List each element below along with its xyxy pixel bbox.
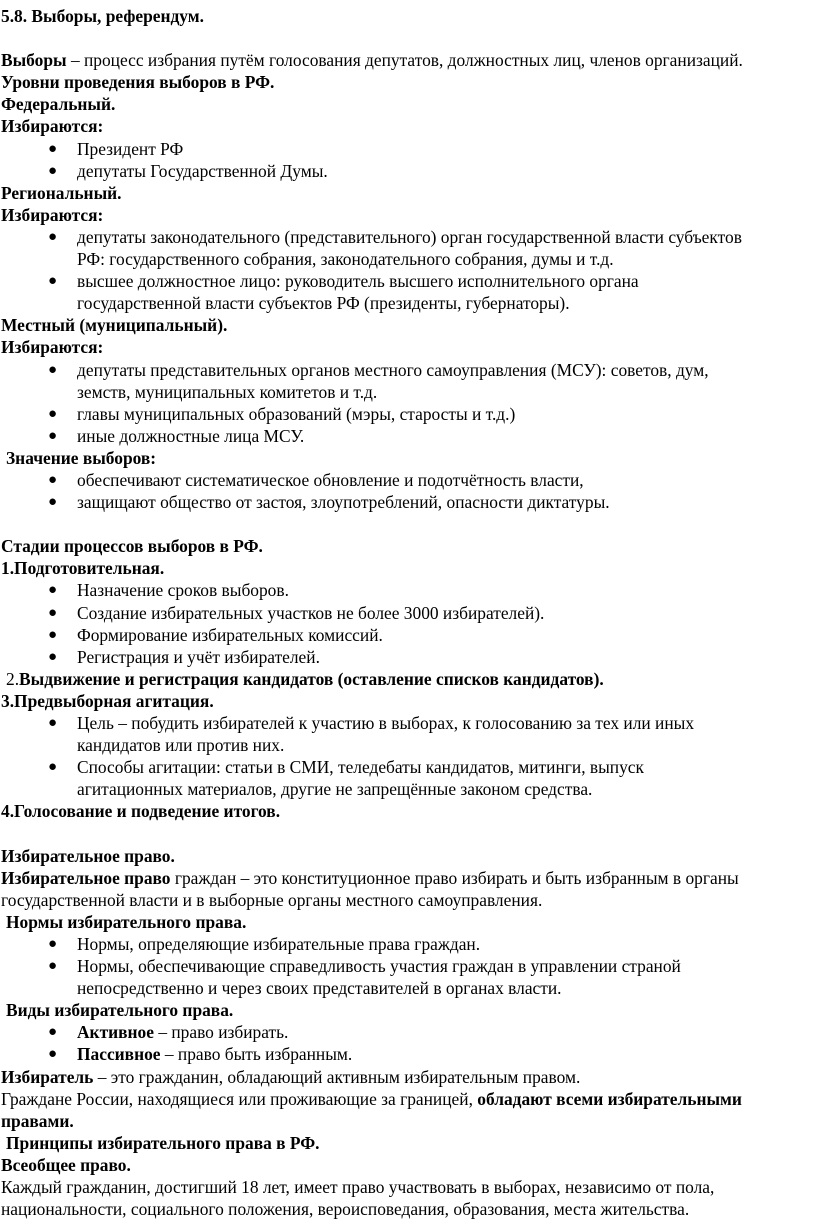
list-item: ● Нормы, обеспечивающие справедливость участия граждан в управлении страной непосредственно и через своих представителей в органах власти.	[48, 956, 681, 999]
blank-line	[1, 27, 816, 49]
list-item: ● Президент РФ	[48, 138, 184, 159]
significance-list	[0, 469, 816, 513]
bullet-icon: ●	[48, 582, 58, 599]
universal-title: Всеобщее право.	[1, 1154, 131, 1175]
bullet-icon: ●	[48, 228, 58, 245]
universal-paragraph: Каждый гражданин, достигший 18 лет, имеет право участвовать в выборах, независимо от пола, национальности, социального положения, вероисповедания, образования, места жительства.	[1, 1176, 715, 1220]
bullet-icon: ●	[48, 162, 58, 179]
list-item: ● обеспечивают систематическое обновление и подотчётность власти,	[48, 469, 584, 490]
list-item: ● депутаты законодательного (представительного) орган государственной власти субъектов РФ: государственного собрания, законодательного собрания, думы и т.д.	[48, 226, 742, 270]
stage2-line	[1, 668, 816, 690]
bullet-icon: ●	[48, 361, 58, 378]
stage2-title: Выдвижение и регистрация кандидатов (оставление списков кандидатов).	[19, 668, 604, 689]
stage3-list	[0, 712, 816, 800]
bullet-icon: ●	[48, 648, 58, 665]
elections-term: Выборы	[1, 50, 67, 71]
blank-line	[1, 513, 816, 535]
stage2-number: 2.	[6, 668, 20, 689]
bullet-icon: ●	[48, 140, 58, 157]
bullet-icon: ●	[48, 935, 58, 952]
list-item: ● Пассивное – право быть избранным.	[48, 1044, 353, 1065]
norms-title: Нормы избирательного права.	[6, 911, 247, 932]
list-item: ● иные должностные лица МСУ.	[48, 425, 305, 446]
list-item: ● Способы агитации: статьи в СМИ, теледебаты кандидатов, митинги, выпуск агитационных материалов, другие не запрещённые законом средства.	[48, 757, 644, 800]
bullet-icon: ●	[48, 1046, 58, 1063]
bullet-icon: ●	[48, 604, 58, 621]
list-item: ● главы муниципальных образований (мэры, старосты и т.д.)	[48, 403, 516, 424]
list-item: ● Создание избирательных участков не более 3000 избирателей).	[48, 602, 545, 623]
federal-elected-label: Избираются:	[1, 116, 104, 137]
voter-term: Избиратель	[1, 1066, 94, 1087]
kinds-title: Виды избирательного права.	[6, 1000, 234, 1021]
list-item: ● Нормы, определяющие избирательные права граждан.	[48, 933, 481, 954]
voter-definition: Избиратель – это гражданин, обладающий активным избирательным правом.	[1, 1066, 581, 1087]
kinds-list	[0, 1021, 816, 1065]
stage1-list	[0, 579, 816, 667]
norms-list	[0, 933, 816, 999]
regional-elected-label: Избираются:	[1, 204, 104, 225]
local-title: Местный (муниципальный).	[1, 315, 228, 336]
stages-title: Стадии процессов выборов в РФ.	[1, 536, 263, 557]
stage1-title: 1.Подготовительная.	[1, 558, 165, 579]
list-item: ● Формирование избирательных комиссий.	[48, 624, 383, 645]
suffrage-definition: Избирательное право граждан – это конституционное право избирать и быть избранным в органы государственной власти и в выборные органы местного самоуправления.	[1, 867, 739, 910]
bullet-icon: ●	[48, 494, 58, 511]
section-title: 5.8. Выборы, референдум.	[1, 6, 204, 26]
levels-title: Уровни проведения выборов в РФ.	[1, 72, 275, 93]
elections-text: – процесс избрания путём голосования депутатов, должностных лиц, членов организаций.	[66, 50, 743, 71]
bullet-icon: ●	[48, 759, 58, 776]
local-elected-label: Избираются:	[1, 337, 104, 358]
list-item: ● защищают общество от застоя, злоупотреблений, опасности диктатуры.	[48, 492, 610, 513]
list-item: ● депутаты представительных органов местного самоуправления (МСУ): советов, дум, земств, муниципальных комитетов и т.д.	[48, 359, 709, 402]
federal-list	[0, 138, 816, 182]
bullet-icon: ●	[48, 273, 58, 290]
bullet-icon: ●	[48, 427, 58, 444]
local-list	[0, 359, 816, 447]
regional-title: Региональный.	[1, 182, 122, 203]
bullet-icon: ●	[48, 958, 58, 975]
regional-list	[0, 226, 816, 314]
suffrage-term: Избирательное право	[1, 867, 171, 888]
list-item: ● Назначение сроков выборов.	[48, 580, 289, 601]
federal-title: Федеральный.	[1, 94, 116, 115]
list-item: ● депутаты Государственной Думы.	[48, 160, 328, 181]
list-item: ● высшее должностное лицо: руководитель высшего исполнительного органа государственной власти субъектов РФ (президенты, губернаторы).	[48, 271, 639, 314]
elections-definition	[1, 49, 816, 71]
list-item: ● Регистрация и учёт избирателей.	[48, 646, 320, 667]
bullet-icon: ●	[48, 626, 58, 643]
bullet-icon: ●	[48, 1024, 58, 1041]
suffrage-title: Избирательное право.	[1, 845, 175, 866]
bullet-icon: ●	[48, 471, 58, 488]
list-item: ● Активное – право избирать.	[48, 1022, 289, 1043]
blank-line	[1, 822, 816, 844]
stage3-title: 3.Предвыборная агитация.	[1, 690, 214, 711]
abroad-paragraph: Граждане России, находящиеся или проживающие за границей, обладают всеми избирательными правами.	[1, 1088, 742, 1131]
stage4-title: 4.Голосование и подведение итогов.	[1, 801, 281, 822]
significance-title: Значение выборов:	[6, 447, 157, 468]
bullet-icon: ●	[48, 715, 58, 731]
bullet-icon: ●	[48, 405, 58, 422]
principles-title: Принципы избирательного права в РФ.	[6, 1132, 320, 1153]
list-item: ● Цель – побудить избирателей к участию в выборах, к голосованию за тех или иных кандидатов или против них.	[48, 713, 695, 756]
